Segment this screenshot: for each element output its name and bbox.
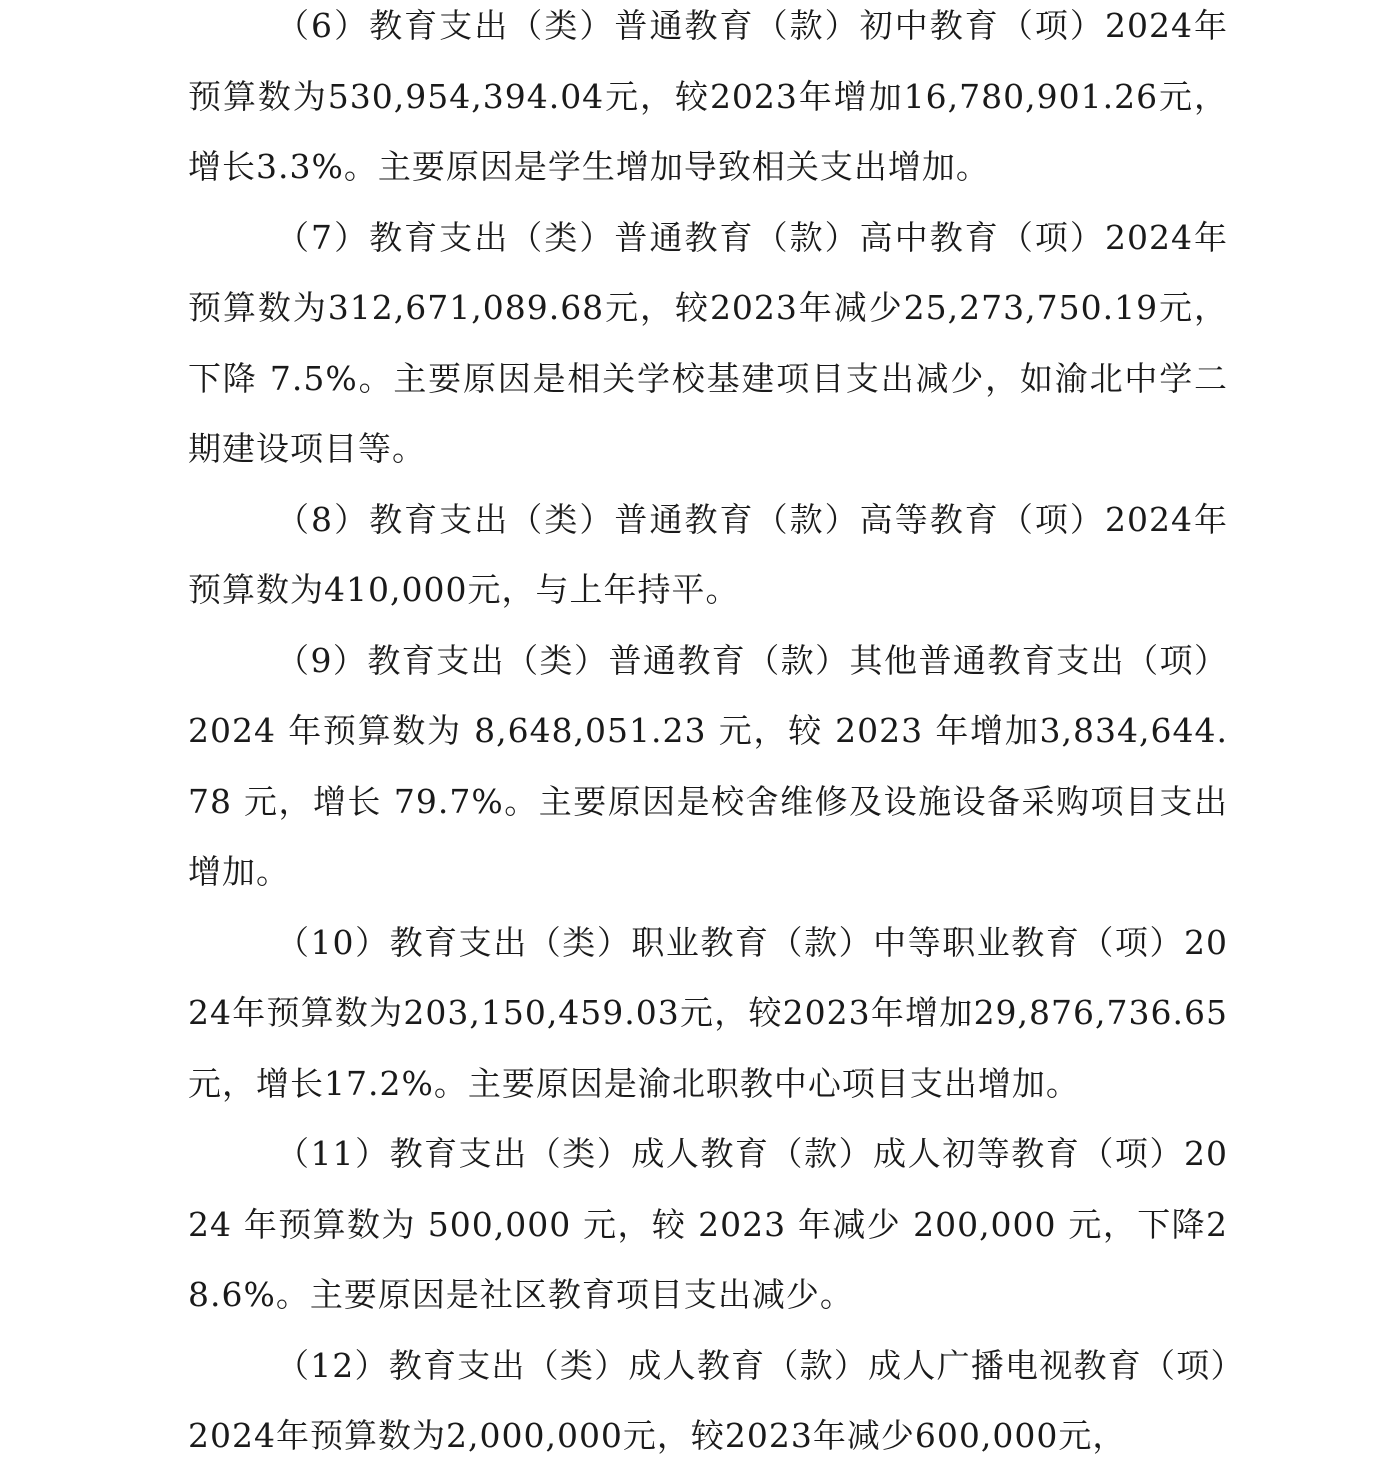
- paragraph-secondary-vocational-education: （10）教育支出（类）职业教育（款）中等职业教育（项）2024年预算数为203,150,459.03元，较2023年增加29,876,736.65元，增长17.2%。主要原因是渝北职教中心项目支出增加。: [188, 922, 1228, 1103]
- paragraph-other-general-education: （9）教育支出（类）普通教育（款）其他普通教育支出（项）2024 年预算数为 8,648,051.23 元，较 2023 年增加3,834,644.78 元，增长 79.7%。主要原因是校舍维修及设施设备采购项目支出增加。: [188, 640, 1228, 891]
- paragraph-senior-high-education: （7）教育支出（类）普通教育（款）高中教育（项）2024年预算数为312,671,089.68元，较2023年减少25,273,750.19元，下降 7.5%。主要原因是相关学校基建项目支出减少，如渝北中学二期建设项目等。: [188, 217, 1228, 468]
- document-body: [188, 0, 1228, 1472]
- paragraph-adult-primary-education: （11）教育支出（类）成人教育（款）成人初等教育（项）2024 年预算数为 500,000 元，较 2023 年减少 200,000 元，下降28.6%。主要原因是社区教育项目支出减少。: [188, 1134, 1228, 1314]
- paragraph-junior-high-education: （6）教育支出（类）普通教育（款）初中教育（项）2024年预算数为530,954,394.04元，较2023年增加16,780,901.26元，增长3.3%。主要原因是学生增加导致相关支出增加。: [188, 6, 1228, 186]
- paragraph-higher-education: （8）教育支出（类）普通教育（款）高等教育（项）2024年预算数为410,000元，与上年持平。: [188, 499, 1228, 609]
- paragraph-adult-broadcast-tv-education: （12）教育支出（类）成人教育（款）成人广播电视教育（项）2024年预算数为2,000,000元，较2023年减少600,000元，: [188, 1345, 1228, 1455]
